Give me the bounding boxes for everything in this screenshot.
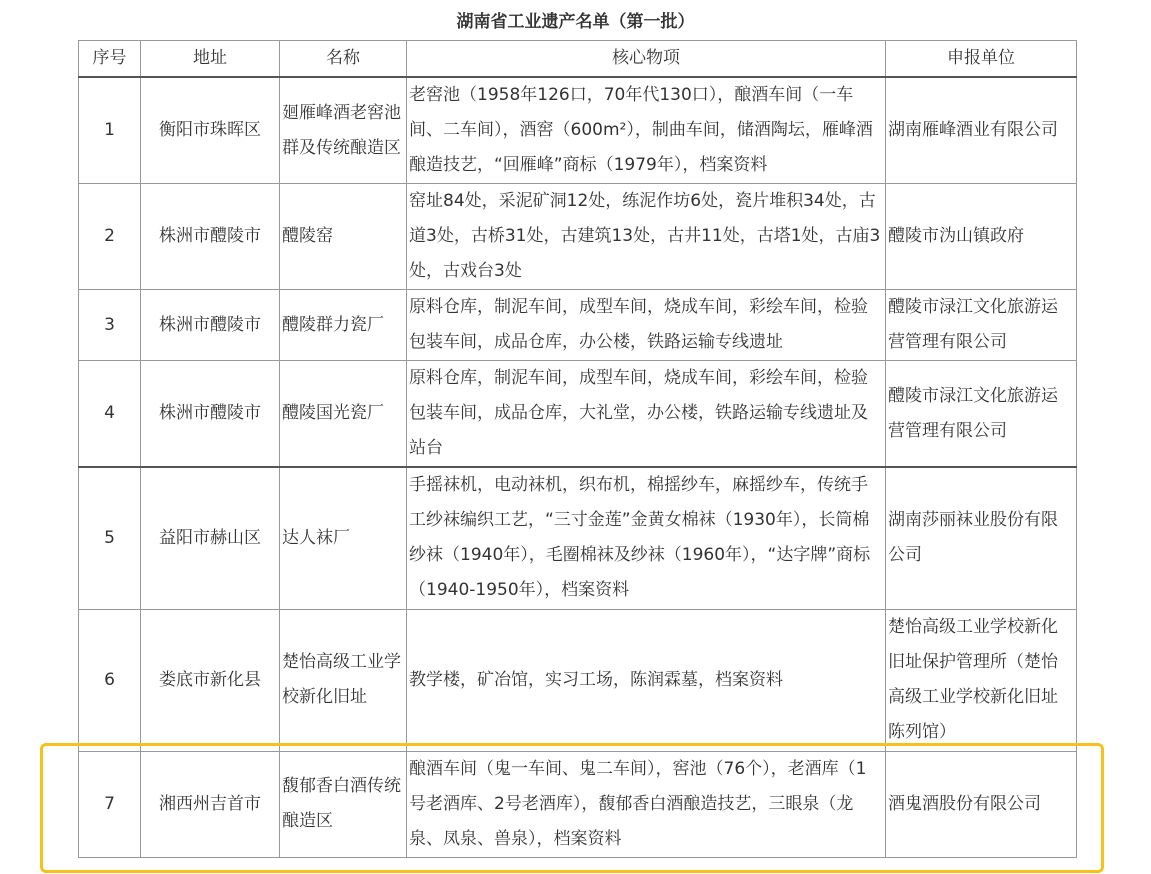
cell-items: 原料仓库，制泥车间，成型车间，烧成车间，彩绘车间，检验包装车间，成品仓库，办公楼，铁路运输专线遗址 bbox=[407, 290, 886, 361]
cell-unit: 醴陵市渌江文化旅游运营管理有限公司 bbox=[886, 361, 1077, 468]
cell-no: 3 bbox=[79, 290, 141, 361]
cell-address: 株洲市醴陵市 bbox=[141, 290, 280, 361]
table-row bbox=[79, 77, 1077, 184]
cell-items: 酿酒车间（鬼一车间、鬼二车间），窖池（76个），老酒库（1号老酒库、2号老酒库），馥郁香白酒酿造技艺，三眼泉（龙泉、凤泉、兽泉），档案资料 bbox=[407, 751, 886, 857]
cell-no: 6 bbox=[79, 609, 141, 751]
table-row bbox=[79, 609, 1077, 751]
cell-name: 楚怡高级工业学校新化旧址 bbox=[280, 609, 407, 751]
table-header-row bbox=[79, 41, 1077, 78]
column-header-address: 地址 bbox=[141, 41, 280, 78]
cell-unit: 酒鬼酒股份有限公司 bbox=[886, 751, 1077, 857]
table-row bbox=[79, 751, 1077, 857]
cell-name: 醴陵窑 bbox=[280, 184, 407, 290]
cell-items: 手摇袜机，电动袜机，织布机，棉摇纱车，麻摇纱车，传统手工纱袜编织工艺，“三寸金莲”金黄女棉袜（1930年），长筒棉纱袜（1940年），毛圈棉袜及纱袜（1960年），“达字牌”商标（1940-1950年），档案资料 bbox=[407, 467, 886, 609]
cell-address: 娄底市新化县 bbox=[141, 609, 280, 751]
cell-no: 1 bbox=[79, 77, 141, 184]
table-row bbox=[79, 467, 1077, 609]
table-row bbox=[79, 290, 1077, 361]
cell-address: 株洲市醴陵市 bbox=[141, 361, 280, 468]
column-header-unit: 申报单位 bbox=[886, 41, 1077, 78]
cell-no: 2 bbox=[79, 184, 141, 290]
cell-unit: 楚怡高级工业学校新化旧址保护管理所（楚怡高级工业学校新化旧址陈列馆） bbox=[886, 609, 1077, 751]
table-row bbox=[79, 361, 1077, 468]
cell-name: 廻雁峰酒老窖池群及传统酿造区 bbox=[280, 77, 407, 184]
cell-address: 益阳市赫山区 bbox=[141, 467, 280, 609]
page-title: 湖南省工业遗产名单（第一批） bbox=[456, 12, 695, 32]
cell-items: 窑址84处，采泥矿洞12处，练泥作坊6处，瓷片堆积34处，古道3处，古桥31处，古建筑13处，古井11处，古塔1处，古庙3处，古戏台3处 bbox=[407, 184, 886, 290]
cell-items: 原料仓库，制泥车间，成型车间，烧成车间，彩绘车间，检验包装车间，成品仓库，大礼堂，办公楼，铁路运输专线遗址及站台 bbox=[407, 361, 886, 468]
cell-no: 5 bbox=[79, 467, 141, 609]
heritage-table bbox=[78, 40, 1077, 858]
table-row bbox=[79, 184, 1077, 290]
cell-unit: 湖南雁峰酒业有限公司 bbox=[886, 77, 1077, 184]
cell-no: 4 bbox=[79, 361, 141, 468]
cell-unit: 醴陵市沩山镇政府 bbox=[886, 184, 1077, 290]
cell-name: 达人袜厂 bbox=[280, 467, 407, 609]
cell-no: 7 bbox=[79, 751, 141, 857]
cell-name: 馥郁香白酒传统酿造区 bbox=[280, 751, 407, 857]
cell-unit: 湖南莎丽袜业股份有限公司 bbox=[886, 467, 1077, 609]
cell-name: 醴陵群力瓷厂 bbox=[280, 290, 407, 361]
cell-address: 株洲市醴陵市 bbox=[141, 184, 280, 290]
column-header-no: 序号 bbox=[79, 41, 141, 78]
cell-name: 醴陵国光瓷厂 bbox=[280, 361, 407, 468]
column-header-name: 名称 bbox=[280, 41, 407, 78]
cell-items: 教学楼，矿冶馆，实习工场，陈润霖墓，档案资料 bbox=[407, 609, 886, 751]
cell-unit: 醴陵市渌江文化旅游运营管理有限公司 bbox=[886, 290, 1077, 361]
column-header-items: 核心物项 bbox=[407, 41, 886, 78]
cell-items: 老窖池（1958年126口，70年代130口），酿酒车间（一车间、二车间），酒窖（600m²），制曲车间，储酒陶坛，雁峰酒酿造技艺，“回雁峰”商标（1979年），档案资料 bbox=[407, 77, 886, 184]
cell-address: 衡阳市珠晖区 bbox=[141, 77, 280, 184]
cell-address: 湘西州吉首市 bbox=[141, 751, 280, 857]
